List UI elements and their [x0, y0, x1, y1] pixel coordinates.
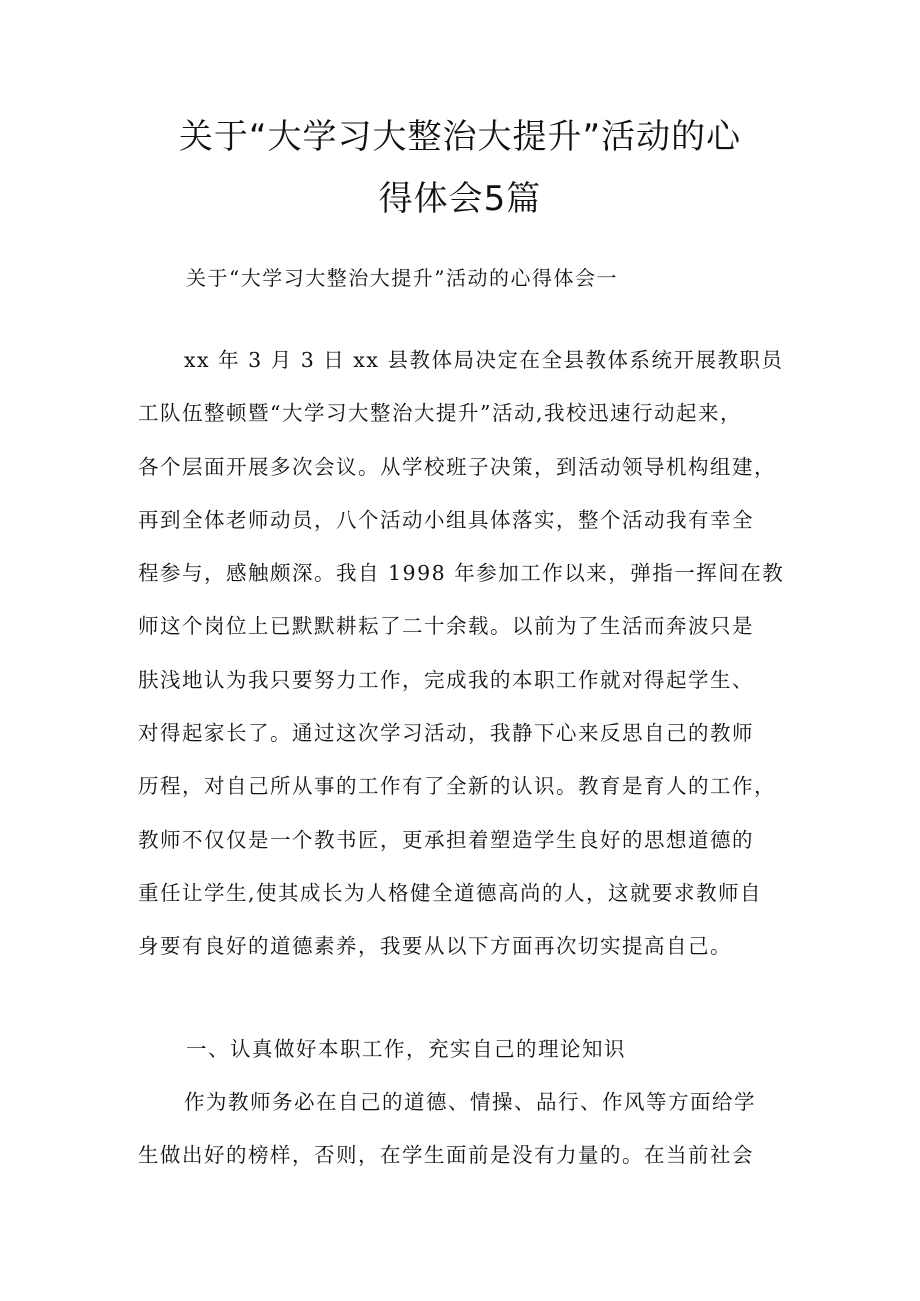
paragraph-line: 对得起家长了。通过这次学习活动，我静下心来反思自己的教师 — [138, 721, 754, 746]
document-title-line-1: 关于“大学习大整治大提升”活动的心 — [178, 117, 742, 157]
paragraph-line: 肤浅地认为我只要努力工作，完成我的本职工作就对得起学生、 — [138, 667, 754, 692]
section-heading-1: 一、认真做好本职工作，充实自己的理论知识 — [186, 1037, 626, 1061]
paragraph-line: 教师不仅仅是一个教书匠，更承担着塑造学生良好的思想道德的 — [138, 827, 754, 852]
paragraph-line: xx 年 3 月 3 日 xx 县教体局决定在全县教体系统开展教职员 — [184, 348, 784, 372]
paragraph-2 — [138, 1076, 798, 1183]
paragraph-line: 程参与，感触颇深。我自 1998 年参加工作以来，弹指一挥间在教 — [138, 561, 785, 586]
paragraph-line: 师这个岗位上已默默耕耘了二十余载。以前为了生活而奔波只是 — [138, 614, 754, 639]
paragraph-1 — [138, 334, 798, 974]
paragraph-line: 各个层面开展多次会议。从学校班子决策，到活动领导机构组建， — [138, 454, 776, 479]
paragraph-line: 生做出好的榜样，否则，在学生面前是没有力量的。在当前社会 — [138, 1143, 754, 1168]
paragraph-line: 身要有良好的道德素养，我要从以下方面再次切实提高自己。 — [138, 934, 732, 959]
paragraph-line: 再到全体老师动员，八个活动小组具体落实，整个活动我有幸全 — [138, 507, 754, 532]
paragraph-line: 历程，对自己所从事的工作有了全新的认识。教育是育人的工作， — [138, 774, 776, 799]
document-title-line-2: 得体会5篇 — [378, 179, 542, 219]
section-subtitle: 关于“大学习大整治大提升”活动的心得体会一 — [186, 266, 618, 290]
paragraph-line: 作为教师务必在自己的道德、情操、品行、作风等方面给学 — [184, 1090, 756, 1114]
paragraph-line: 工队伍整顿暨“大学习大整治大提升”活动,我校迅速行动起来， — [138, 401, 742, 426]
paragraph-line: 重任让学生,使其成长为人格健全道德高尚的人，这就要求教师自 — [138, 880, 763, 905]
